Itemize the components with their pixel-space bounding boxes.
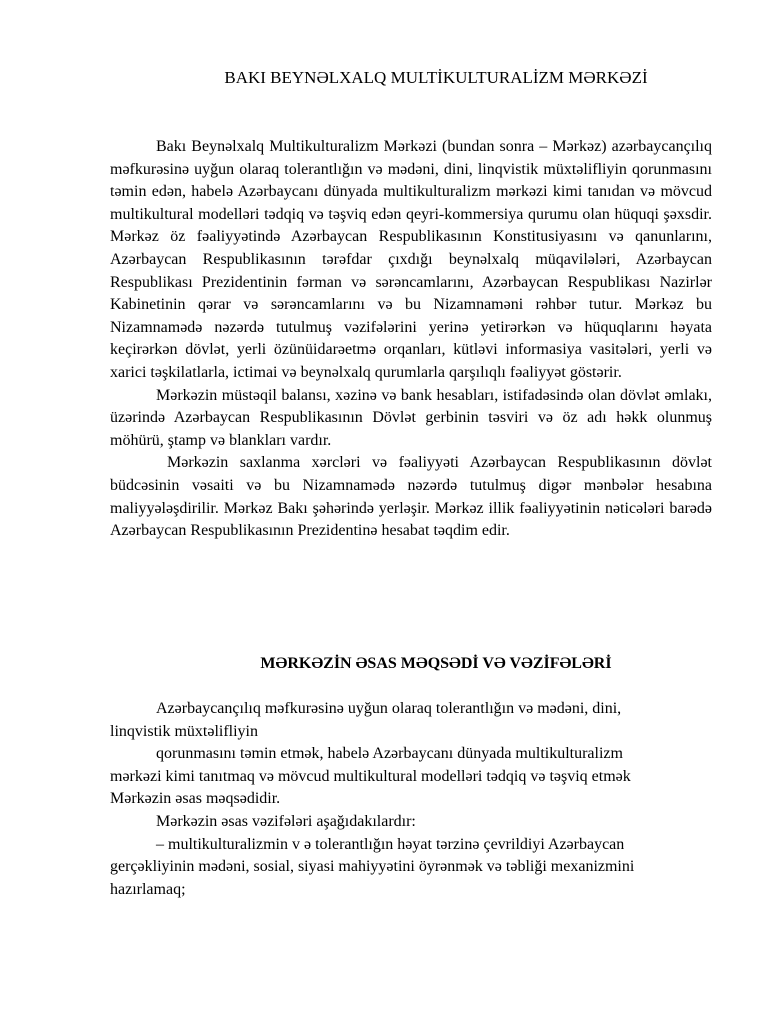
goals-list-item-1-line-1: – multikulturalizmin v ə tolerantlığın həyat tərzinə çevrildiyi Azərbaycan xyxy=(156,835,625,853)
intro-section xyxy=(110,136,712,543)
goals-line-6: Mərkəzin əsas vəzifələri aşağıdakılardır: xyxy=(156,812,416,830)
section-heading: MƏRKƏZİN ƏSAS MƏQSƏDİ VƏ VƏZİFƏLƏRİ xyxy=(260,655,612,672)
goals-line-5: Mərkəzin əsas məqsədidir. xyxy=(110,790,281,808)
goals-line-1: Azərbaycançılıq məfkurəsinə uyğun olaraq tolerantlığın və mədəni, dini, xyxy=(156,700,622,717)
intro-paragraph-1: Bakı Beynəlxalq Multikulturalizm Mərkəzi (bundan sonra – Mərkəz) azərbaycançılıq məfkurəsinə uyğun olaraq tolerantlığın və mədəni, dini, linqvistik müxtəlifliyin qorunmasını təmin edən, habelə Azərbaycanı dünyada multikulturalizm mərkəzi kimi tanıdan və mövcud multikultural modelləri tədqiq və təşviq edən qeyri-kommersiya qurumu olan hüquqi şəxsdir. Mərkəz öz fəaliyyətində Azərbaycan Respublikasının Konstitusiyasını və qanunlarını, Azərbaycan Respublikasının tərəfdar çıxdığı beynəlxalq müqavilələri, Azərbaycan Respublikası Prezidentinin fərman və sərəncamlarını, Azərbaycan Respublikası Nazirlər Kabinetinin qərar və sərəncamlarını və bu Nizamnaməni rəhbər tutur. Mərkəz bu Nizamnamədə nəzərdə tutulmuş vəzifələrini yerinə yetirərkən və hüquqlarını həyata keçirərkən dövlət, yerli özünüidarəetmə orqanları, kütləvi informasiya vasitələri, yerli və xarici təşkilatlarla, ictimai və beynəlxalq qurumlarla qarşılıqlı fəaliyyət göstərir. xyxy=(110,138,712,381)
goals-list-item-1-line-3: hazırlamaq; xyxy=(110,880,186,898)
goals-list-item-1-line-2: gerçəkliyinin mədəni, sosial, siyasi mahiyyətini öyrənmək və təbliği mexanizmini xyxy=(110,858,635,876)
goals-section xyxy=(110,698,712,901)
document-title: BAKI BEYNƏLXALQ MULTİKULTURALİZM MƏRKƏZİ xyxy=(224,68,648,87)
goals-line-2: linqvistik müxtəlifliyin xyxy=(110,722,258,740)
intro-paragraph-2: Mərkəzin müstəqil balansı, xəzinə və bank hesabları, istifadəsində olan dövlət əmlakı, üzərində Azərbaycan Respublikasının Dövlət gerbinin təsviri və öz adı həkk olunmuş möhürü, ştamp və blankları vardır. xyxy=(110,386,712,449)
goals-line-3: qorunmasını təmin etmək, habelə Azərbaycanı dünyada multikulturalizm xyxy=(156,745,623,763)
goals-line-4: mərkəzi kimi tanıtmaq və mövcud multikultural modelləri tədqiq və təşviq etmək xyxy=(110,767,631,785)
intro-paragraph-3: Mərkəzin saxlanma xərcləri və fəaliyyəti Azərbaycan Respublikasının dövlət büdcəsinin vəsaiti və bu Nizamnamədə nəzərdə tutulmuş digər mənbələr hesabına maliyyələşdirilir. Mərkəz Bakı şəhərində yerləşir. Mərkəz illik fəaliyyətinin nəticələri barədə Azərbaycan Respublikasının Prezidentinə hesabat təqdim edir. xyxy=(110,454,712,540)
